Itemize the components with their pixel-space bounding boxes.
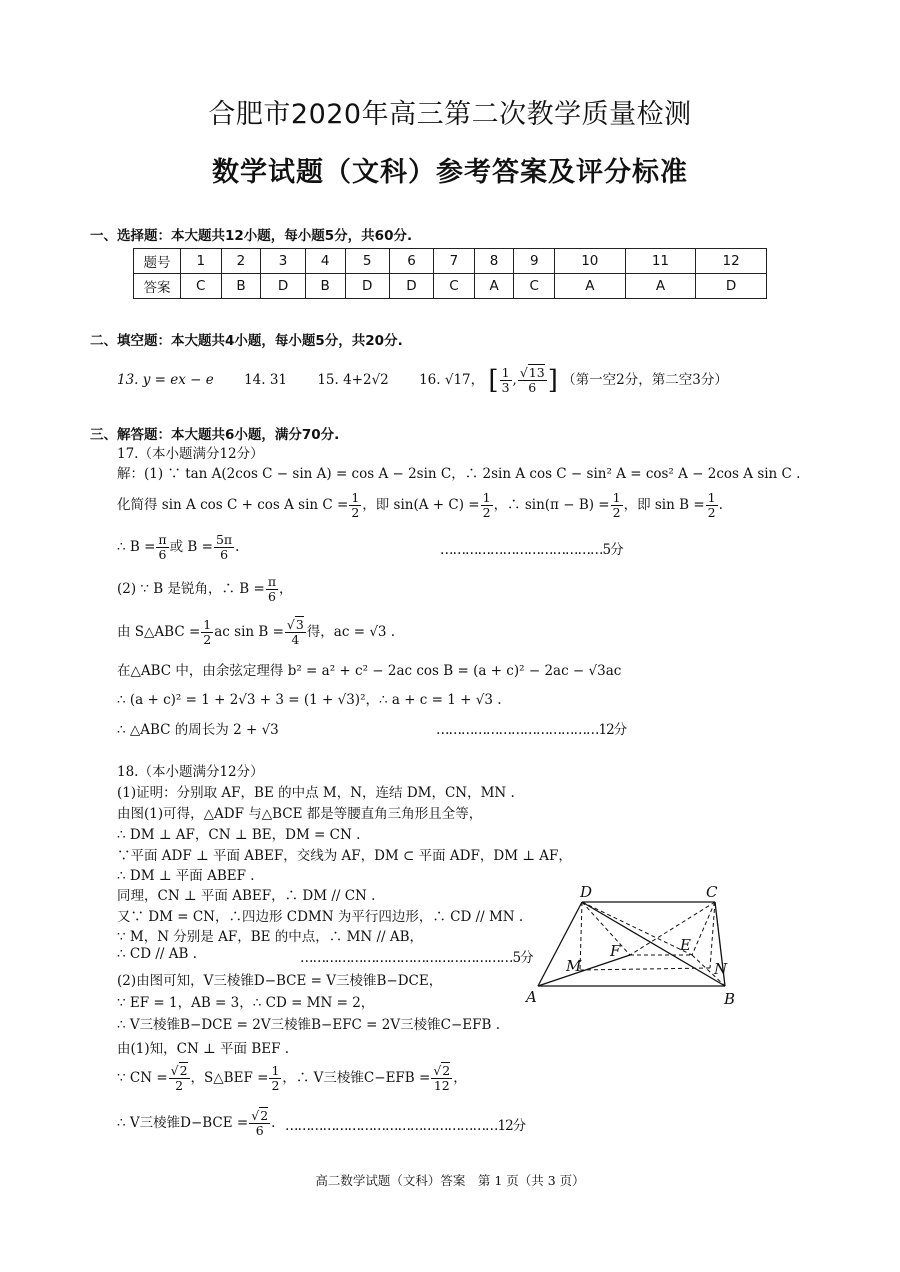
- answer-letter-3: D: [261, 274, 305, 299]
- question-number-11: 11: [625, 249, 696, 274]
- p17-line-4: (2) ∵ B 是锐角，∴ B = $\frac{\pi}{6}$ ，: [117, 574, 293, 604]
- q13-answer: 13. y = ex − e: [117, 372, 214, 388]
- p18-score-12: ……………………………………………12分: [285, 1118, 526, 1134]
- p17-line-7: ∴ (a + c)² = 1 + 2√3 + 3 = (1 + √3)²，∴ a + c = 1 + √3 .: [117, 692, 502, 708]
- title-line-1: 合肥市2020年高三第二次教学质量检测: [208, 99, 692, 130]
- p18-line-14: ∵ CN = $\frac{√2}{2}$ ，S△BEF = $\frac{1}{2}$ ，∴ V三棱锥C−EFB = $\frac{√2}{12}$ ，: [117, 1063, 467, 1093]
- p18-score-5: ……………………………………………5分: [300, 950, 533, 966]
- answer-row: [134, 274, 767, 299]
- p17-line-2: 化简得 sin A cos C + cos A sin C = $\frac{1}{2}$ ，即 sin(A + C) = $\frac{1}{2}$ ，∴ sin(π − B) = $\frac{1}{2}$ ，即 sin B = $\frac{1}{2}$ .: [117, 490, 723, 520]
- page-footer: 高二数学试题（文科）答案 第 1 页（共 3 页）: [315, 1173, 585, 1188]
- question-number-2: 2: [221, 249, 261, 274]
- p18-line-9: ∴ CD // AB .: [117, 946, 197, 962]
- label-C: C: [706, 883, 718, 901]
- question-number-4: 4: [305, 249, 345, 274]
- question-number-8: 8: [474, 249, 514, 274]
- fill-blank-answers: 13. y = ex − e 14. 31 15. 4+2√2 16. √17， [ $\frac{1}{3}$ , $\frac{√13}{6}$ ] （第一空2分，第二空3分）: [117, 365, 728, 396]
- label-F: F: [610, 942, 621, 960]
- question-number-3: 3: [261, 249, 305, 274]
- answer-letter-4: B: [305, 274, 345, 299]
- section-2-heading: 二、填空题：本大题共4小题，每小题5分，共20分.: [90, 333, 403, 349]
- left-bracket: [: [488, 365, 499, 396]
- answer-letter-2: B: [221, 274, 261, 299]
- q16-fraction-upper: $\frac{√13}{6}$: [519, 365, 545, 395]
- question-number-12: 12: [696, 249, 767, 274]
- answer-letter-12: D: [696, 274, 767, 299]
- p18-line-15: ∴ V三棱锥D−BCE = $\frac{√2}{6}$ .: [117, 1108, 276, 1138]
- edge-DE: [582, 902, 692, 955]
- question-number-row: [134, 249, 767, 274]
- row-label: 题号: [134, 249, 181, 274]
- answer-letter-6: D: [389, 274, 433, 299]
- label-M: M: [566, 957, 582, 975]
- p17-score-5: …………………………………5分: [440, 542, 623, 558]
- p18-line-10: (2)由图可知，V三棱锥D−BCE = V三棱锥B−DCE，: [117, 973, 443, 989]
- section-1-heading: 一、选择题：本大题共12小题，每小题5分，共60分.: [90, 228, 413, 244]
- p17-title: 17.（本小题满分12分）: [117, 446, 264, 462]
- p18-line-7: 又∵ DM = CN，∴四边形 CDMN 为平行四边形，∴ CD // MN .: [117, 909, 524, 925]
- q15-answer: 15. 4+2√2: [317, 372, 389, 388]
- p17-line-5: 由 S△ABC = $\frac{1}{2}$ ac sin B = $\frac{√3}{4}$ 得，ac = √3 .: [117, 617, 396, 647]
- p17-line-8: ∴ △ABC 的周长为 2 + √3: [117, 722, 279, 738]
- p18-line-5: ∴ DM ⊥ 平面 ABEF .: [117, 868, 255, 884]
- q16-note: （第一空2分，第二空3分）: [562, 372, 728, 388]
- edge-MN: [580, 968, 710, 970]
- answer-letter-1: C: [181, 274, 222, 299]
- label-A: A: [526, 988, 537, 1006]
- section-3-heading: 三、解答题：本大题共6小题，满分70分.: [90, 427, 340, 443]
- p17-line-3: ∴ B = $\frac{\pi}{6}$ 或 B = $\frac{5\pi}{6}$ .: [117, 532, 240, 562]
- question-number-10: 10: [555, 249, 626, 274]
- q16-fraction-lower: $\frac{1}{3}$: [501, 365, 510, 395]
- geometry-figure: [520, 880, 750, 1010]
- p18-line-2: 由图(1)可得，△ADF 与△BCE 都是等腰直角三角形且全等，: [117, 806, 483, 822]
- question-number-6: 6: [389, 249, 433, 274]
- edge-DF: [582, 902, 630, 955]
- label-N: N: [714, 960, 728, 978]
- answer-letter-9: C: [514, 274, 555, 299]
- title-line-2: 数学试题（文科）参考答案及评分标准: [212, 157, 688, 188]
- p17-line-1: 解：(1) ∵ tan A(2cos C − sin A) = cos A − 2sin C，∴ 2sin A cos C − sin² A = cos² A − 2cos A sin C .: [117, 466, 801, 482]
- question-number-7: 7: [434, 249, 475, 274]
- answer-letter-5: D: [345, 274, 389, 299]
- p18-line-3: ∴ DM ⊥ AF，CN ⊥ BE，DM = CN .: [117, 827, 361, 843]
- question-number-9: 9: [514, 249, 555, 274]
- label-B: B: [724, 990, 736, 1008]
- label-D: D: [580, 883, 593, 901]
- q14-answer: 14. 31: [244, 372, 288, 388]
- p18-title: 18.（本小题满分12分）: [117, 764, 264, 780]
- answer-table: [133, 248, 767, 299]
- answer-letter-11: A: [625, 274, 696, 299]
- p18-line-4: ∵平面 ADF ⊥ 平面 ABEF，交线为 AF，DM ⊂ 平面 ADF，DM ⊥ AF，: [117, 848, 572, 864]
- answer-letter-7: C: [434, 274, 475, 299]
- p18-line-6: 同理，CN ⊥ 平面 ABEF，∴ DM // CN .: [117, 888, 376, 904]
- right-bracket: ]: [547, 365, 558, 396]
- p18-line-8: ∵ M，N 分别是 AF，BE 的中点，∴ MN // AB，: [117, 929, 424, 945]
- question-number-5: 5: [345, 249, 389, 274]
- p18-line-13: 由(1)知，CN ⊥ 平面 BEF .: [117, 1041, 290, 1057]
- answer-letter-8: A: [474, 274, 514, 299]
- edge-DB: [582, 902, 725, 986]
- row-label: 答案: [134, 274, 181, 299]
- p18-line-1: (1)证明：分别取 AF，BE 的中点 M，N，连结 DM，CN，MN .: [117, 785, 515, 801]
- edge-CF: [630, 902, 715, 955]
- p18-line-11: ∵ EF = 1，AB = 3，∴ CD = MN = 2，: [117, 995, 375, 1011]
- question-number-1: 1: [181, 249, 222, 274]
- label-E: E: [680, 936, 691, 954]
- p18-line-12: ∴ V三棱锥B−DCE = 2V三棱锥B−EFC = 2V三棱锥C−EFB .: [117, 1017, 500, 1033]
- p17-score-12: …………………………………12分: [436, 722, 627, 738]
- q16-answer: 16. √17，: [419, 372, 485, 388]
- answer-letter-10: A: [555, 274, 626, 299]
- p17-line-6: 在△ABC 中，由余弦定理得 b² = a² + c² − 2ac cos B = (a + c)² − 2ac − √3ac: [117, 663, 622, 679]
